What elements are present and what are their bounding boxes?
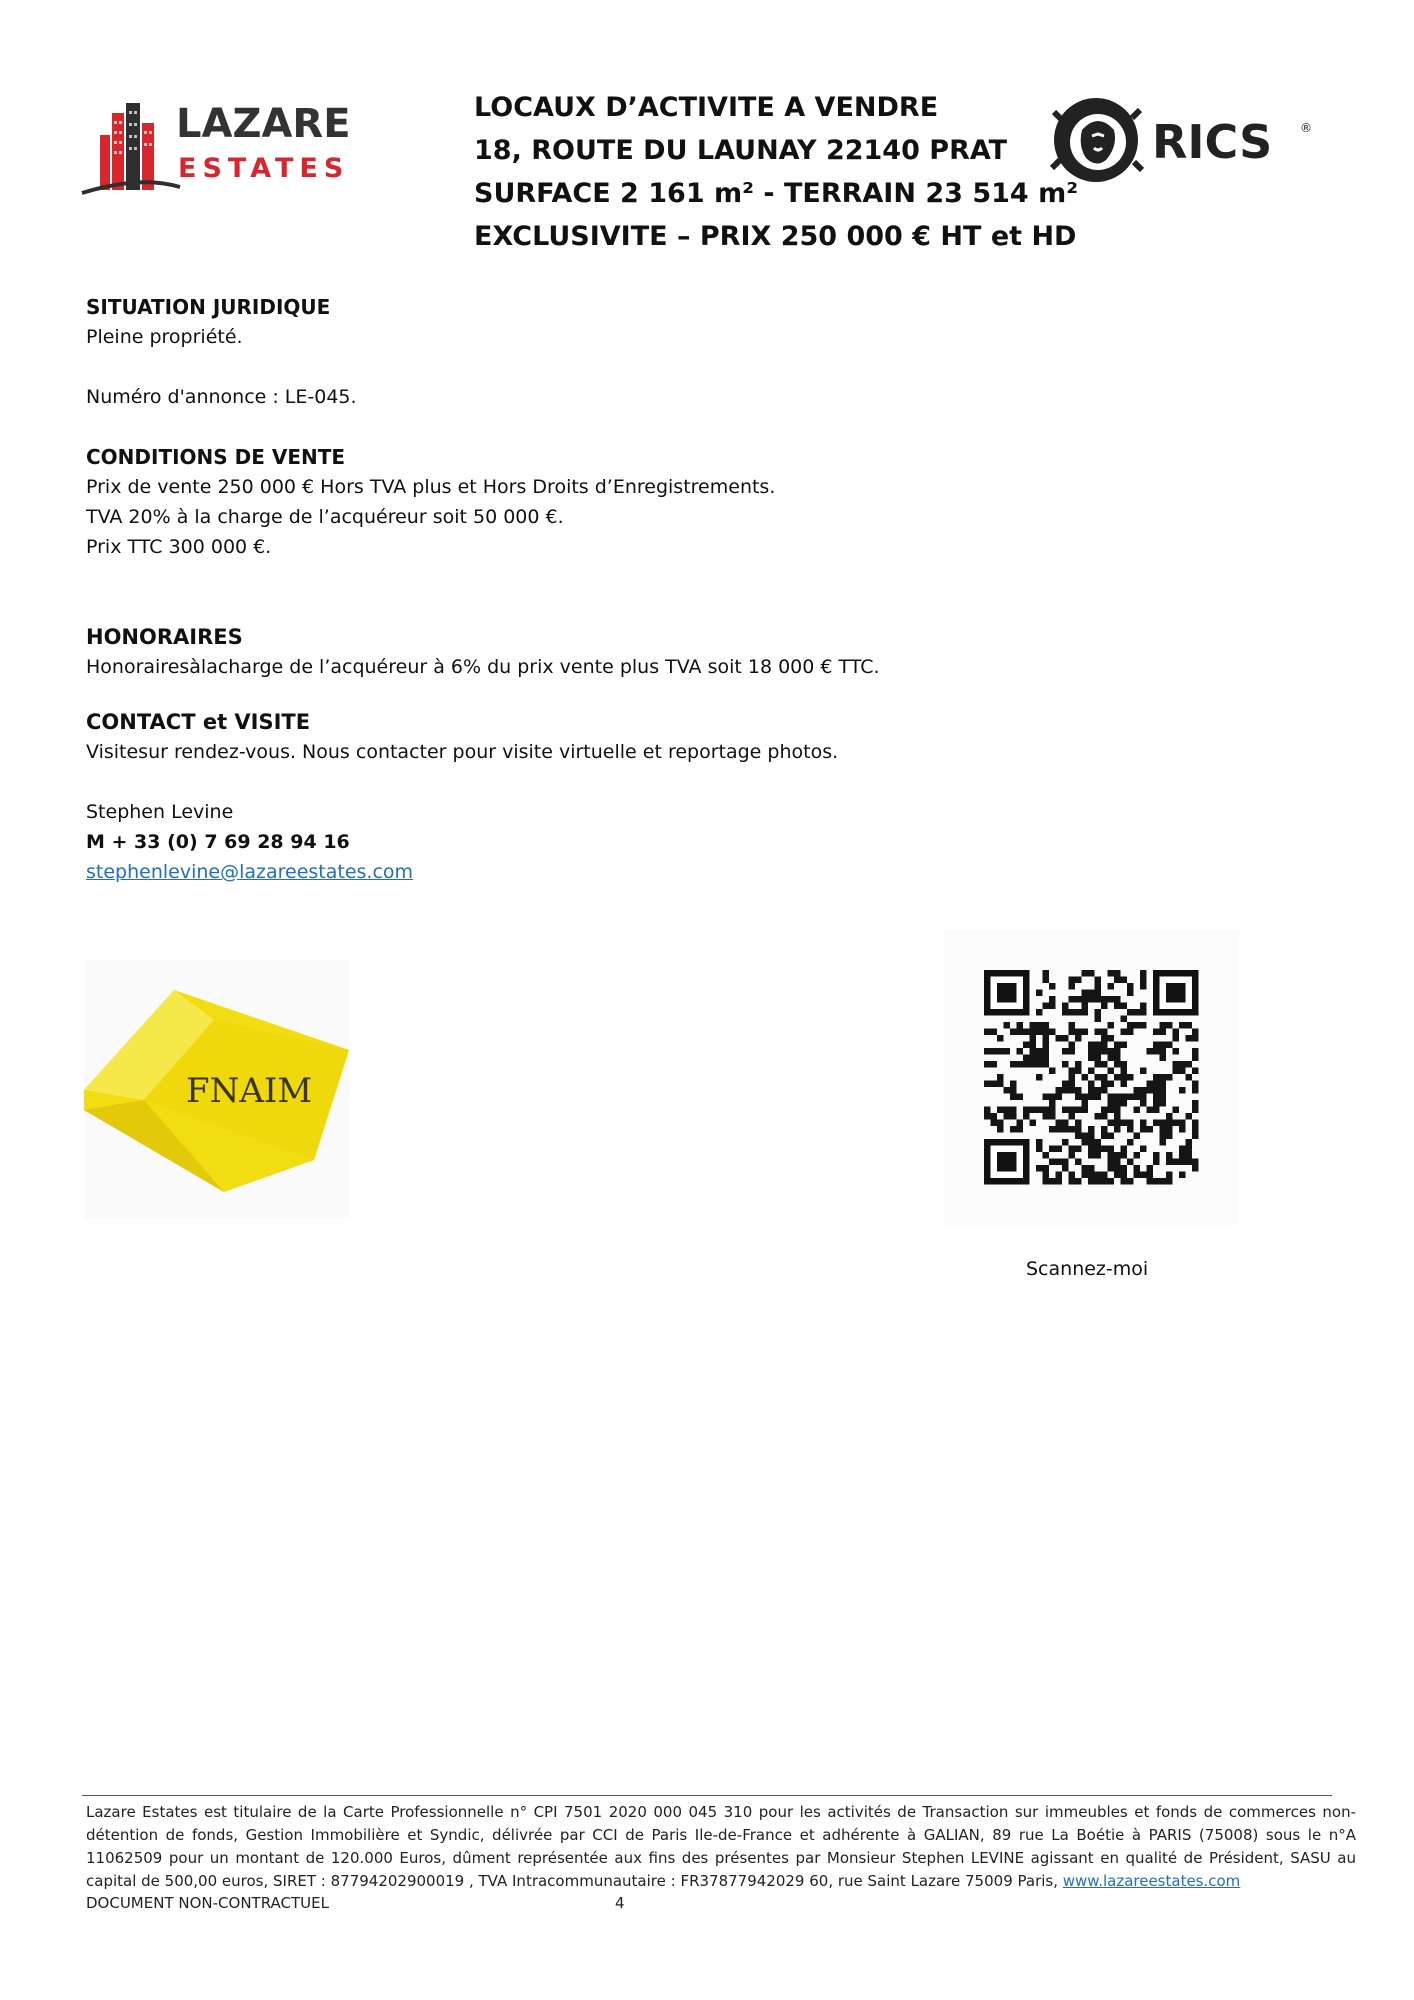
annonce-number: Numéro d'annonce : LE-045.	[86, 386, 357, 408]
lion-icon	[1048, 90, 1318, 195]
conditions-line-3: Prix TTC 300 000 €.	[86, 536, 272, 558]
fnaim-diamond-icon	[84, 960, 349, 1218]
legal-footer	[86, 1801, 1356, 1893]
qr-code-icon	[944, 930, 1239, 1225]
contact-title: CONTACT et VISITE	[86, 710, 311, 734]
title-line-4: EXCLUSIVITE – PRIX 250 000 € HT et HD	[474, 221, 1077, 252]
contact-name: Stephen Levine	[86, 801, 234, 823]
conditions-line-2: TVA 20% à la charge de l’acquéreur soit 50 000 €.	[86, 506, 564, 528]
title-line-3: SURFACE 2 161 m² - TERRAIN 23 514 m²	[474, 178, 1079, 209]
rics-text: RICS	[1152, 115, 1273, 169]
fnaim-logo	[84, 960, 349, 1218]
lazare-building-icon	[80, 95, 360, 205]
situation-text: Pleine propriété.	[86, 326, 243, 348]
website-link[interactable]: www.lazareestates.com	[1062, 1872, 1241, 1890]
footer-divider	[82, 1795, 1332, 1796]
fnaim-text: FNAIM	[186, 1071, 313, 1111]
contact-phone: M + 33 (0) 7 69 28 94 16	[86, 831, 350, 853]
rics-logo	[1048, 90, 1318, 195]
situation-title: SITUATION JURIDIQUE	[86, 295, 331, 319]
honoraires-title: HONORAIRES	[86, 625, 243, 649]
qr-code[interactable]	[944, 930, 1239, 1225]
honoraires-text: Honorairesàlacharge de l’acquéreur à 6% du prix vente plus TVA soit 18 000 € TTC.	[86, 656, 880, 678]
contact-text: Visitesur rendez-vous. Nous contacter pour visite virtuelle et reportage photos.	[86, 741, 839, 763]
contact-email-link[interactable]: stephenlevine@lazareestates.com	[86, 861, 414, 883]
page-number: 4	[615, 1894, 625, 1912]
listing-title	[474, 86, 1079, 258]
conditions-line-1: Prix de vente 250 000 € Hors TVA plus et Hors Droits d’Enregistrements.	[86, 476, 776, 498]
registered-mark: ®	[1300, 121, 1312, 135]
estates-text: ESTATES	[178, 153, 350, 184]
title-line-1: LOCAUX D’ACTIVITE A VENDRE	[474, 92, 939, 123]
title-line-2: 18, ROUTE DU LAUNAY 22140 PRAT	[474, 135, 1008, 166]
main-content	[86, 292, 1326, 887]
lazare-estates-logo	[80, 95, 360, 205]
lazare-text: LAZARE	[176, 101, 351, 147]
qr-caption: Scannez-moi	[1026, 1258, 1149, 1280]
document-label: DOCUMENT NON-CONTRACTUEL	[86, 1894, 329, 1912]
conditions-title: CONDITIONS DE VENTE	[86, 445, 346, 469]
legal-text: Lazare Estates est titulaire de la Carte Professionnelle n° CPI 7501 2020 000 045 310 pour les activités de Transaction sur immeubles et fonds de commerces non-détention de fonds, Gestion Immobilière et Syndic, délivrée par CCI de Paris Ile-de-France et adhérente à GALIAN, 89 rue La Boétie à PARIS (75008) sous le n°A 11062509 pour un montant de 120.000 Euros, dûment représentée aux fins des présentes par Monsieur Stephen LEVINE agissant en qualité de Président, SASU au capital de 500,00 euros, SIRET : 87794202900019 , TVA Intracommunautaire : FR37877942029 60, rue Saint Lazare 75009 Paris,	[86, 1803, 1356, 1890]
